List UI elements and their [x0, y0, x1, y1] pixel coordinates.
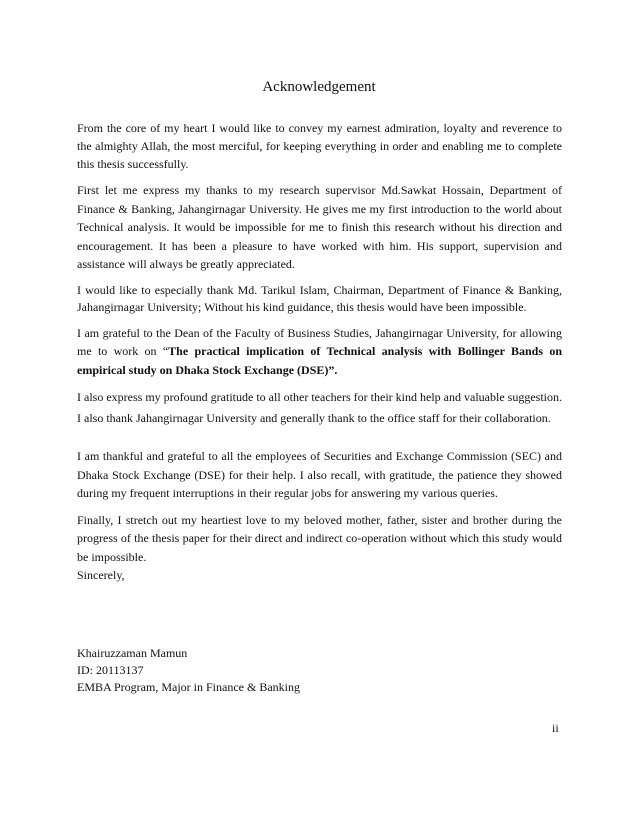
paragraph-family: Finally, I stretch out my heartiest love to my beloved mother, father, sister and brother during the progress of the thesis paper for their direct and indirect co-operation without which this study would be impossible. — [77, 512, 562, 564]
paragraph-teachers: I also express my profound gratitude to all other teachers for their kind help and valuable suggestion. I also thank Jahangirnagar University and generally thank to the office staff for their collaboration. — [77, 390, 562, 425]
author-name: Khairuzzaman Mamun — [77, 646, 188, 660]
thesis-title: The practical implication of Technical analysis with Bollinger Bands on empirical study on Dhaka Stock Exchange (DSE)”. — [77, 344, 562, 377]
author-program: EMBA Program, Major in Finance & Banking — [77, 680, 300, 694]
signature-block — [77, 645, 300, 696]
paragraph-opening: From the core of my heart I would like to convey my earnest admiration, loyalty and reverence to the almighty Allah, the most merciful, for keeping everything in order and enabling me to complete this thesis successfully. — [77, 121, 562, 171]
paragraph-chairman: I would like to especially thank Md. Tarikul Islam, Chairman, Department of Finance & Banking, Jahangirnagar University; Without his kind guidance, this thesis would have been impossible. — [77, 282, 562, 314]
paragraph-dean — [77, 324, 562, 380]
dean-text: I am grateful to the Dean of the Faculty of Business Studies, Jahangirnagar University, for allowing me to work on “ — [77, 325, 562, 358]
acknowledgement-body — [77, 119, 562, 566]
closing-salutation: Sincerely, — [77, 568, 125, 582]
author-id: ID: 20113137 — [77, 663, 144, 677]
paragraph-supervisor: First let me express my thanks to my research supervisor Md.Sawkat Hossain, Department of Finance & Banking, Jahangirnagar University. He gives me my first introduction to the world about Technical analysis. It would be impossible for me to finish this research without his direction and encouragement. It has been a pleasure to have worked with him. His support, supervision and assistance will always be greatly appreciated. — [77, 183, 562, 271]
paragraph-sec-dse: I am thankful and grateful to all the employees of Securities and Exchange Commission (SEC) and Dhaka Stock Exchange (DSE) for their help. I also recall, with gratitude, the patience they showed during my frequent interruptions in their regular jobs for answering my various queries. — [77, 449, 562, 500]
page-title: Acknowledgement — [262, 79, 376, 95]
page-number: ii — [552, 721, 559, 735]
